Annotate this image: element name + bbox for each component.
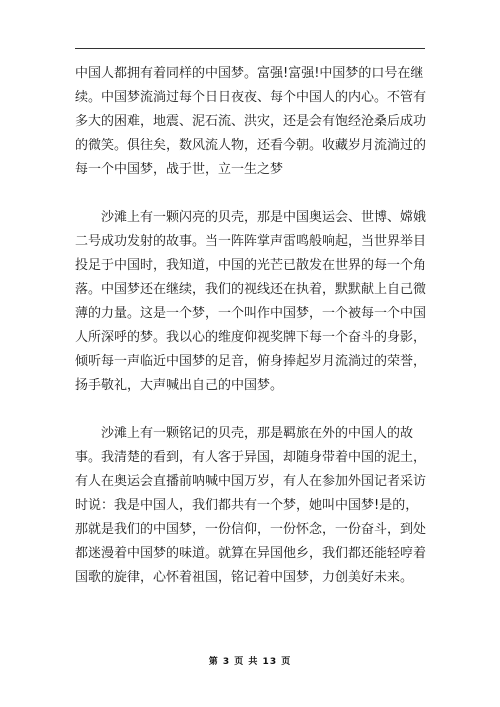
paragraph-1: 中国人都拥有着同样的中国梦。富强!富强!中国梦的口号在继续。中国梦流淌过每个日日夜夜、每个中国人的内心。不管有多大的困难，地震、泥石流、洪灾，还是会有饱经沧桑后成功的微笑。俱往矣，数风流人物，还看今朝。收藏岁月流淌过的每一个中国梦，战于世，立一生之梦 — [75, 66, 427, 177]
paragraph-2: 沙滩上有一颗闪亮的贝壳，那是中国奥运会、世博、嫦娥二号成功发射的故事。当一阵阵掌声雷鸣般响起，当世界举目投足于中国时，我知道，中国的光芒已散发在世界的每一个角落。中国梦还在继续，我们的视线还在执着，默默献上自己微薄的力量。这是一个梦，一个叫作中国梦，一个被每一个中国人所深呼的梦。我以心的维度仰视奖牌下每一个奋斗的身影，倾听每一声临近中国梦的足音，俯身捧起岁月流淌过的荣誉，扬手敬礼，大声喊出自己的中国梦。 — [75, 210, 427, 393]
paragraph-gap — [75, 182, 427, 206]
paragraph-gap — [75, 398, 427, 422]
document-body — [75, 62, 427, 590]
paragraph-3: 沙滩上有一颗铭记的贝壳，那是羁旅在外的中国人的故事。我清楚的看到，有人客于异国，却随身带着中国的泥土，有人在奥运会直播前呐喊中国万岁，有人在参加外国记者采访时说：我是中国人，我们都共有一个梦，她叫中国梦!是的，那就是我们的中国梦，一份信仰，一份怀念，一份奋斗，到处都迷漫着中国梦的味道。就算在异国他乡，我们都还能轻哼着国歌的旋律，心怀着祖国，铭记着中国梦，力创美好未来。 — [75, 426, 427, 585]
header-rule — [75, 48, 425, 49]
page-number: 第 3 页 共 13 页 — [208, 657, 292, 667]
